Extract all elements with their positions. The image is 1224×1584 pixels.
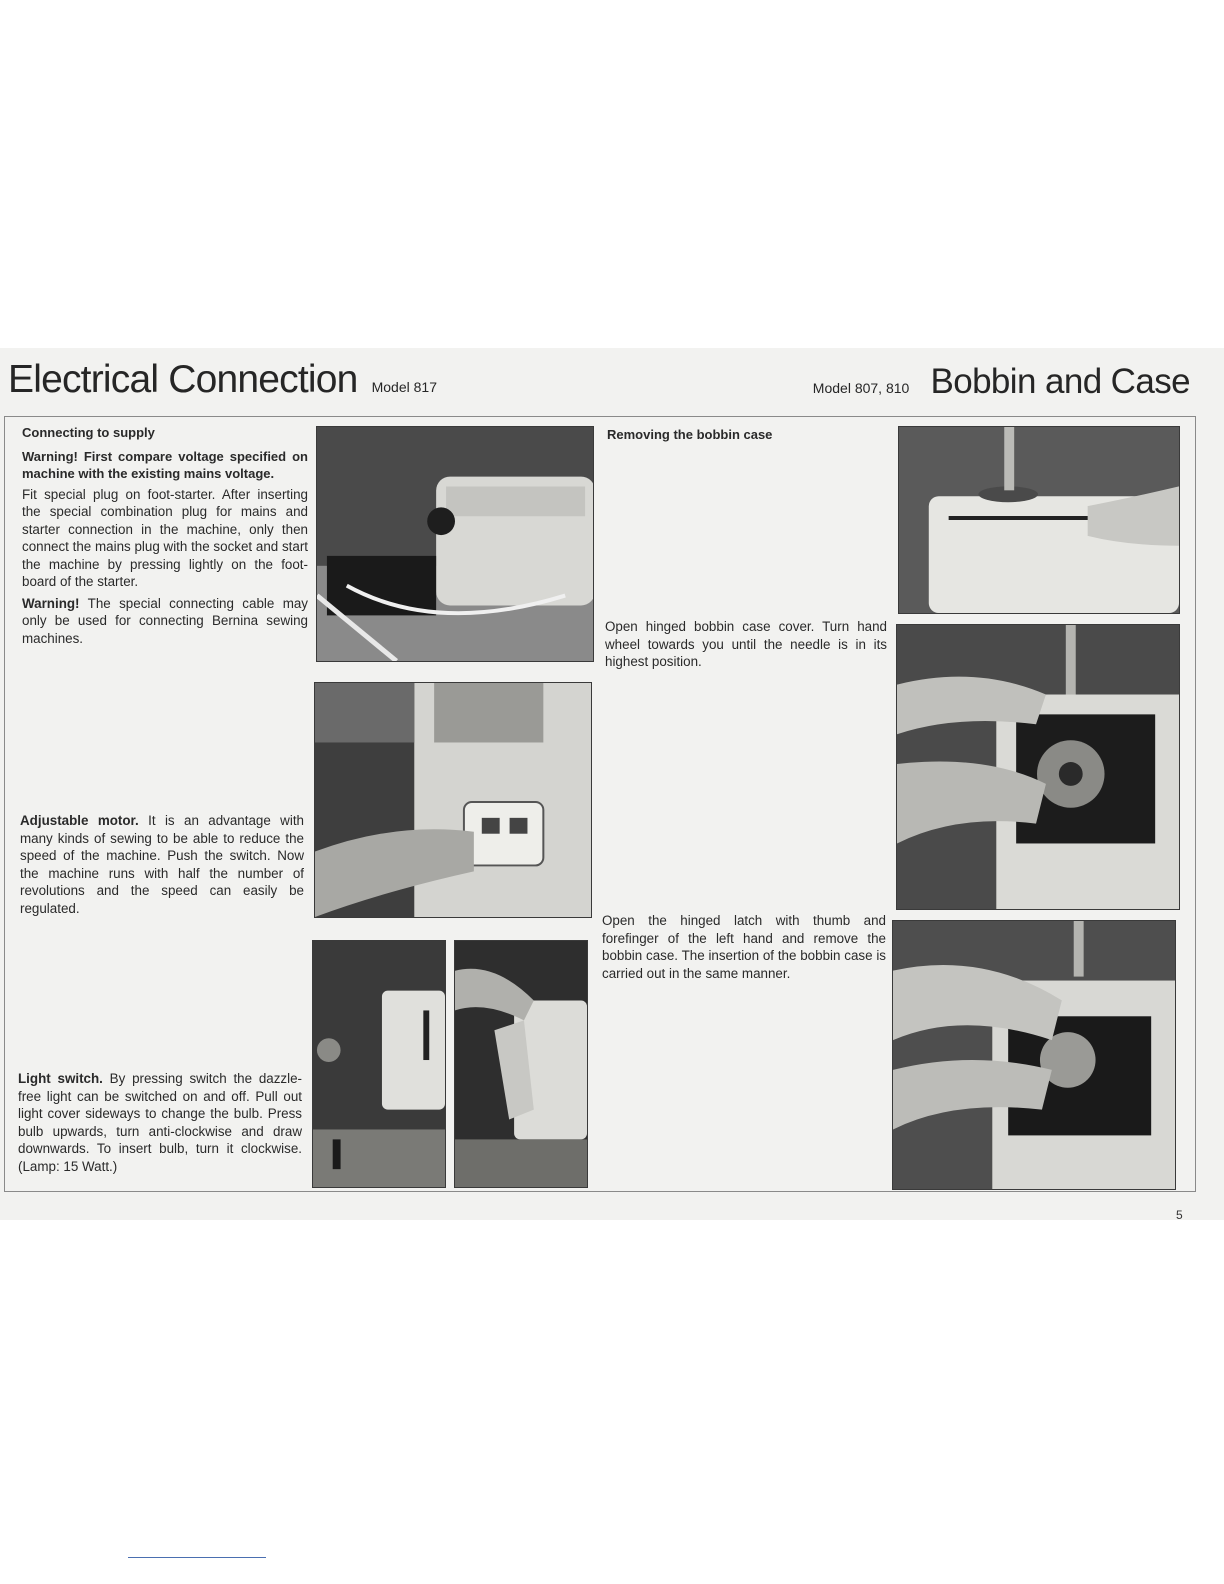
bobbin-step2-block	[602, 912, 886, 986]
supply-warning: Warning! First compare voltage specified on machine with the existing mains voltage.	[22, 448, 308, 481]
bobbin-heading: Removing the bobbin case	[607, 427, 773, 442]
bobbin-step1: Open hinged bobbin case cover. Turn hand wheel towards you until the needle is in its highest position.	[605, 619, 887, 669]
photo-light-switch	[312, 940, 446, 1188]
photo-bobbin-cover	[898, 426, 1180, 614]
supply-warning2-label: Warning!	[22, 595, 80, 611]
light-section	[18, 1070, 302, 1179]
bobbin-title-text: Bobbin and Case	[930, 362, 1190, 401]
section-title-electrical	[8, 358, 437, 402]
motor-section	[20, 812, 304, 921]
supply-body: Fit special plug on foot-starter. After inserting the special combination plug for mains and starter connection in the machine, only then connect the mains plug with the socket and start the machine by pressing lightly on the foot-board of the starter.	[22, 486, 308, 589]
photo-light-cover	[454, 940, 588, 1188]
electrical-model-label: Model 817	[371, 379, 437, 395]
bobbin-heading-block	[607, 426, 889, 450]
supply-warning2	[22, 595, 308, 648]
light-text: By pressing switch the dazzle-free light can be switched on and off. Pull out light cover sideways to change the bulb. Press bulb upwards, turn anti-clockwise and draw downwards. To insert bulb, turn it clockwise. (Lamp: 15 Watt.)	[18, 1071, 303, 1174]
page-number: 5	[1176, 1208, 1183, 1222]
motor-label: Adjustable motor.	[20, 813, 139, 828]
electrical-title-text: Electrical Connection	[8, 358, 358, 401]
motor-paragraph	[20, 812, 304, 917]
photo-machine-foot-starter	[316, 426, 594, 662]
footer-line	[128, 1557, 266, 1558]
photo-remove-bobbin-case	[892, 920, 1176, 1190]
supply-heading: Connecting to supply	[22, 425, 155, 440]
motor-text: It is an advantage with many kinds of sewing to be able to reduce the speed of the machine. Push the switch. Now the machine runs with half the number of revolutions and the speed can easily be regulated.	[20, 813, 304, 916]
bobbin-model-label: Model 807, 810	[812, 380, 910, 396]
supply-section	[22, 424, 308, 651]
bobbin-step1-block	[605, 618, 887, 675]
photo-hinged-latch	[896, 624, 1180, 910]
photo-motor-switch	[314, 682, 592, 918]
supply-warning2-text: The special connecting cable may only be used for connecting Bernina sewing machines.	[22, 595, 308, 646]
light-paragraph	[18, 1070, 302, 1175]
light-label: Light switch.	[18, 1071, 103, 1086]
section-title-bobbin	[813, 362, 1190, 402]
bobbin-step2: Open the hinged latch with thumb and forefinger of the left hand and remove the bobbin case. The insertion of the bobbin case is carried out in the same manner.	[602, 913, 886, 981]
